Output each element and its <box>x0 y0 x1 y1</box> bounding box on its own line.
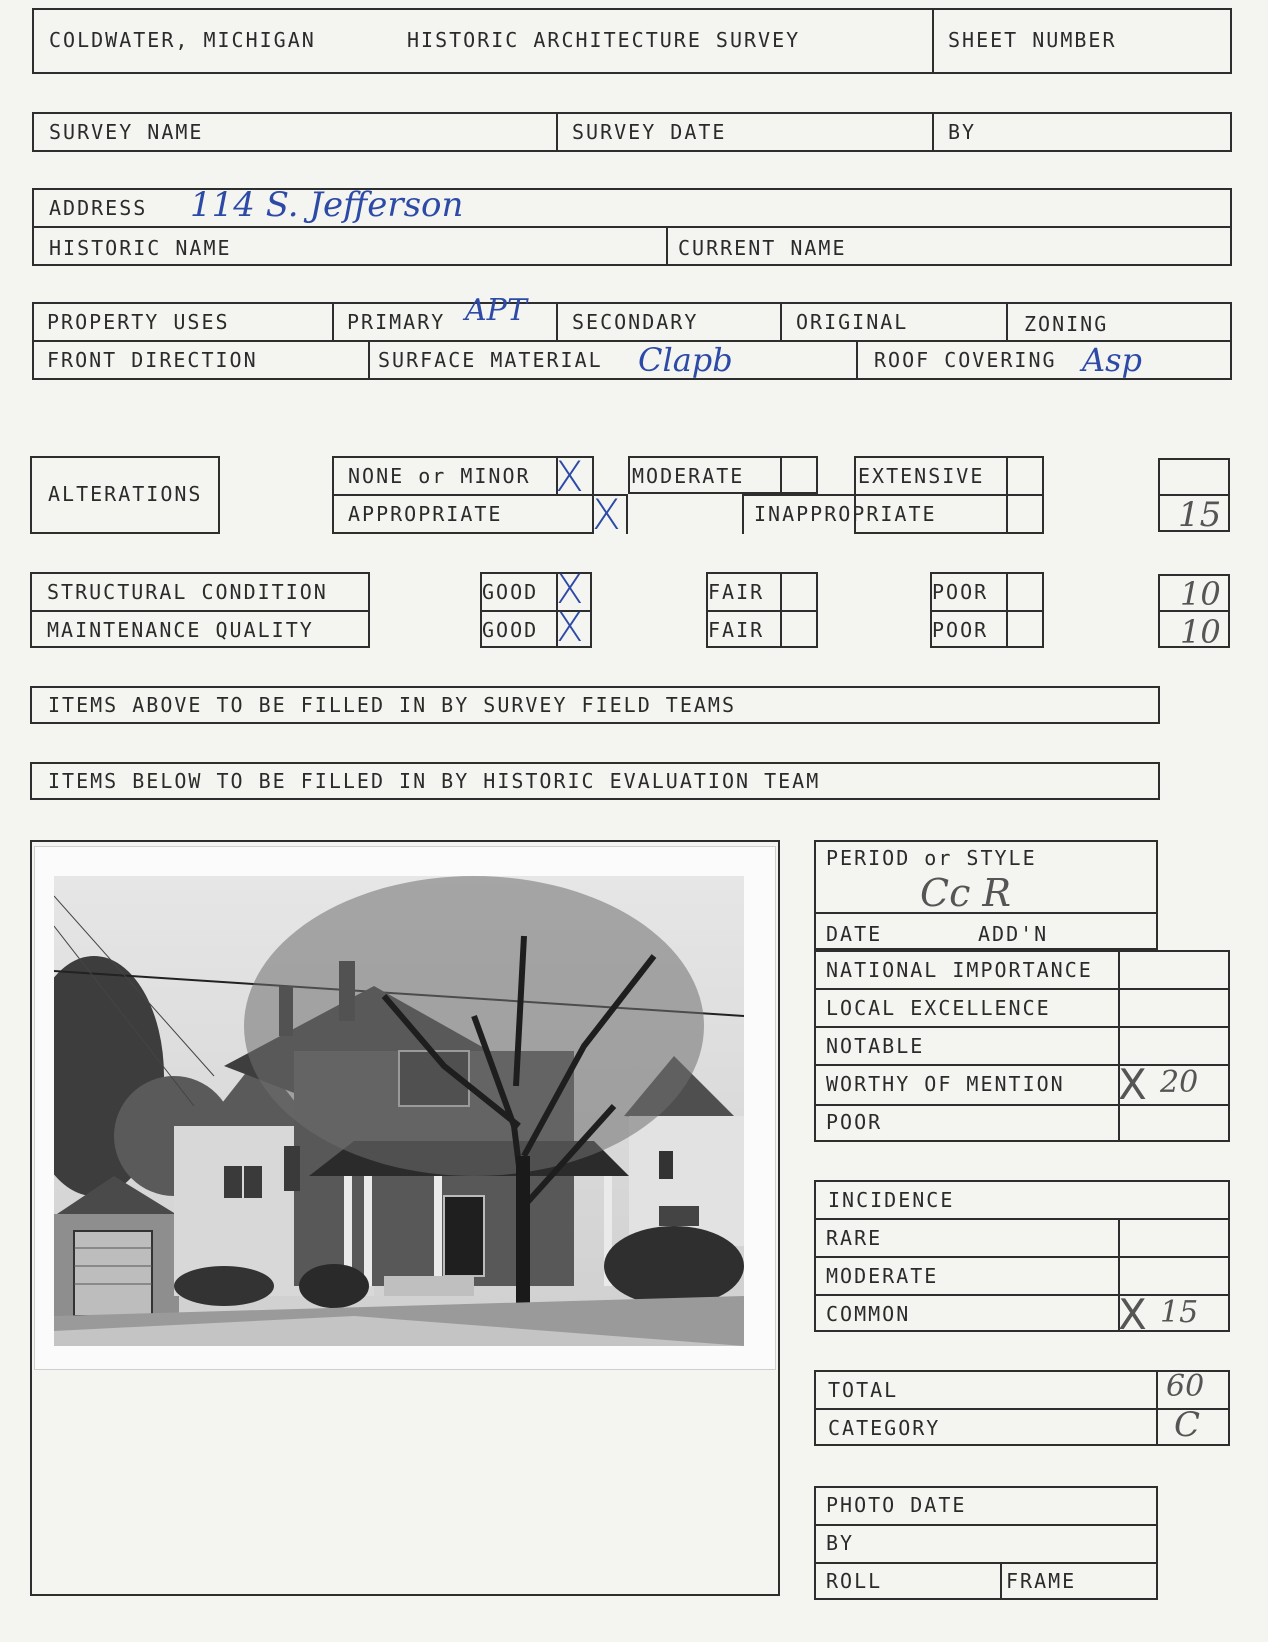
incidence-row-label: RARE <box>826 1226 883 1250</box>
rating-row-score: 20 <box>1160 1065 1199 1100</box>
rating-row-label: WORTHY OF MENTION <box>826 1072 1065 1096</box>
incidence-row-score: 15 <box>1160 1295 1199 1330</box>
survey-title: HISTORIC ARCHITECTURE SURVEY <box>407 28 801 52</box>
primary-value: APT <box>465 293 527 328</box>
period-value: Cc R <box>920 871 1012 915</box>
appropriate-label: APPROPRIATE <box>348 502 503 526</box>
inappropriate-label: INAPPROPRIATE <box>754 502 937 526</box>
survey-by-label: BY <box>948 120 977 144</box>
alterations-label: ALTERATIONS <box>48 482 203 506</box>
none-minor-label: NONE or MINOR <box>348 464 531 488</box>
maintenance-good-check: X <box>556 605 584 651</box>
historic-name-label: HISTORIC NAME <box>49 236 232 260</box>
incidence-row-mark: X <box>1118 1290 1147 1339</box>
sheet-number-label: SHEET NUMBER <box>948 28 1117 52</box>
rating-row-mark: X <box>1118 1060 1147 1109</box>
date-label: DATE <box>826 922 883 946</box>
period-label: PERIOD or STYLE <box>826 846 1037 870</box>
appropriate-check: X <box>592 490 621 539</box>
structural-poor-label: POOR <box>932 580 989 604</box>
structural-good-label: GOOD <box>482 580 539 604</box>
survey-date-label: SURVEY DATE <box>572 120 727 144</box>
total-value: 60 <box>1166 1369 1205 1404</box>
alt-moderate-label: MODERATE <box>632 464 745 488</box>
field-teams-note: ITEMS ABOVE TO BE FILLED IN BY SURVEY FIELD TEAMS <box>48 693 737 717</box>
maintenance-quality-label: MAINTENANCE QUALITY <box>47 618 314 642</box>
incidence-row-label: COMMON <box>826 1302 911 1326</box>
photo-date-label: PHOTO DATE <box>826 1493 967 1517</box>
maintenance-good-label: GOOD <box>482 618 539 642</box>
rating-row-label: NOTABLE <box>826 1034 925 1058</box>
category-value: C <box>1174 1405 1201 1445</box>
secondary-label: SECONDARY <box>572 310 699 334</box>
maintenance-score: 10 <box>1180 613 1221 651</box>
rating-row-label: POOR <box>826 1110 883 1134</box>
structural-condition-label: STRUCTURAL CONDITION <box>47 580 328 604</box>
address-label: ADDRESS <box>49 196 148 220</box>
addn-label: ADD'N <box>978 922 1049 946</box>
roof-covering-label: ROOF COVERING <box>874 348 1057 372</box>
front-direction-label: FRONT DIRECTION <box>47 348 258 372</box>
frame-label: FRAME <box>1006 1569 1077 1593</box>
alterations-score: 15 <box>1178 495 1222 535</box>
incidence-row-label: MODERATE <box>826 1264 939 1288</box>
maintenance-poor-label: POOR <box>932 618 989 642</box>
structural-fair-label: FAIR <box>708 580 765 604</box>
property-uses-label: PROPERTY USES <box>47 310 230 334</box>
structural-score: 10 <box>1180 575 1221 613</box>
total-label: TOTAL <box>828 1378 899 1402</box>
structural-good-check: X <box>556 567 584 613</box>
rating-row-label: NATIONAL IMPORTANCE <box>826 958 1093 982</box>
evaluation-team-note: ITEMS BELOW TO BE FILLED IN BY HISTORIC EVALUATION TEAM <box>48 769 821 793</box>
maintenance-fair-label: FAIR <box>708 618 765 642</box>
rating-row-label: LOCAL EXCELLENCE <box>826 996 1051 1020</box>
photo-by-label: BY <box>826 1531 855 1555</box>
current-name-label: CURRENT NAME <box>678 236 847 260</box>
primary-label: PRIMARY <box>347 310 446 334</box>
survey-name-label: SURVEY NAME <box>49 120 204 144</box>
address-value: 114 S. Jefferson <box>190 185 464 225</box>
house-photo <box>54 876 744 1346</box>
alt-extensive-label: EXTENSIVE <box>858 464 985 488</box>
none-minor-check: X <box>555 452 584 501</box>
category-label: CATEGORY <box>828 1416 941 1440</box>
city-label: COLDWATER, MICHIGAN <box>49 28 316 52</box>
incidence-label: INCIDENCE <box>828 1188 955 1212</box>
original-label: ORIGINAL <box>796 310 909 334</box>
surface-material-value: Clapb <box>638 341 733 379</box>
roll-label: ROLL <box>826 1569 883 1593</box>
surface-material-label: SURFACE MATERIAL <box>378 348 603 372</box>
roof-covering-value: Asp <box>1082 341 1143 379</box>
zoning-label: ZONING <box>1024 312 1109 336</box>
